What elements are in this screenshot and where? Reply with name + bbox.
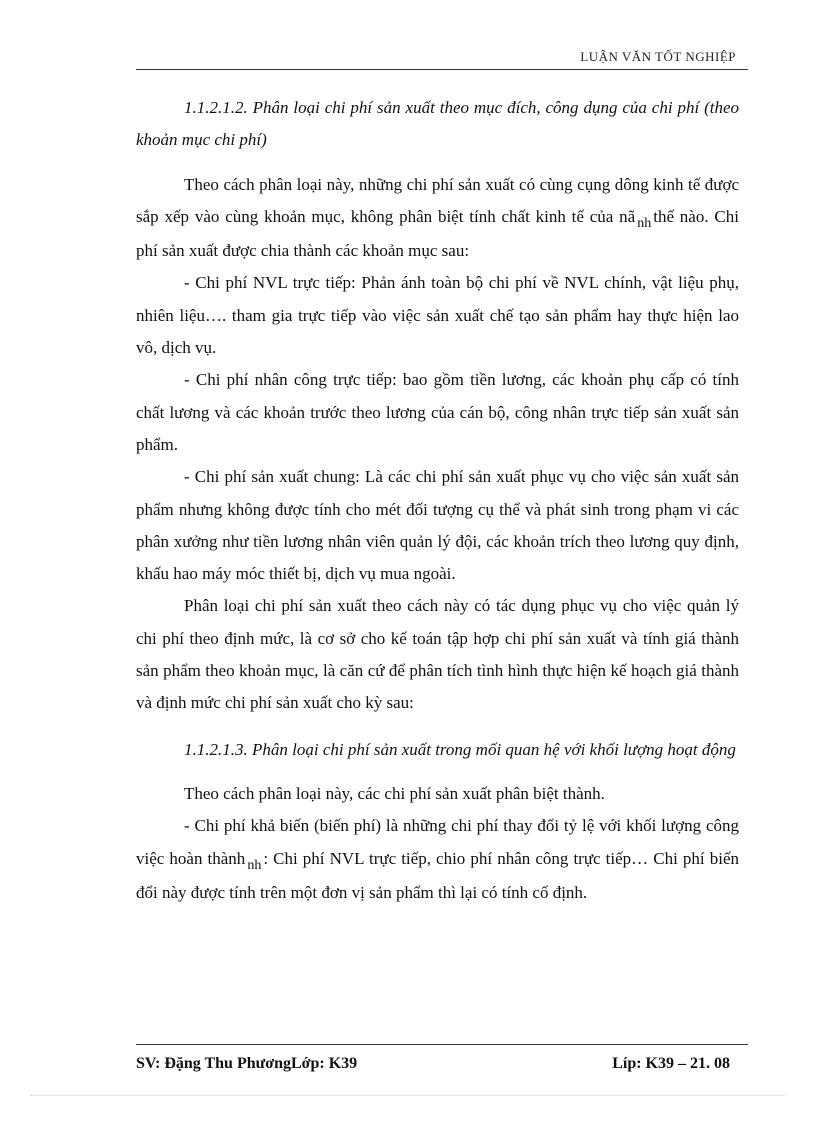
- paragraph-intro-2: Theo cách phân loại này, các chi phí sản xuất phân biệt thành.: [184, 783, 605, 803]
- running-header: LUẬN VĂN TỐT NGHIỆP: [580, 49, 736, 64]
- footer-rule: [136, 1044, 748, 1045]
- intro-text-a: Theo cách phân loại này, những chi phí sản xuất có cùng cụng dông kinh tế được sắp xếp vào cùng khoản mục, không phân biệt tính chất kinh tế của nã: [136, 174, 739, 226]
- paragraph-direct-labor: - Chi phí nhân công trực tiếp: bao gồm tiền lương, các khoản phụ cấp có tính chất lương và các khoản trước theo lương của cán bộ, công nhân trực tiếp sản xuất sản phẩm.: [136, 370, 739, 454]
- intro-text-b: thế nào. Chi phí sản xuất được chia thành các khoản mục sau:: [136, 206, 739, 261]
- paragraph-overhead: - Chi phí sản xuất chung: Là các chi phí sản xuất phục vụ cho việc sản xuất sản phẩm nhưng không được tính cho mét đối tượng cụ thể và phát sinh trong phạm vi các phân xưởng như tiền lương nhân viên quản lý đội, các khoản trích theo lương quy định, khấu hao máy móc thiết bị, dịch vụ mua ngoài.: [136, 467, 739, 584]
- variable-text-b: : Chi phí NVL trực tiếp, chio phí nhân công trực tiếp… Chi phí biến đổi này được tính trên một đơn vị sản phẩm thì lại có tính cố định.: [136, 848, 739, 902]
- variable-subscript: nh: [247, 857, 262, 873]
- paragraph-summary: Phân loại chi phí sản xuất theo cách này có tác dụng phục vụ cho việc quản lý chi phí theo định mức, là cơ sở cho kế toán tập hợp chi phí sản xuất và tính giá thành sản phẩm theo khoản mục, là căn cứ để phân tích tình hình thực hiện kế hoạch giá thành và định mức chi phí sản xuất cho kỳ sau:: [136, 596, 739, 713]
- paragraph-intro-1: [136, 169, 739, 268]
- paragraph-direct-materials: - Chi phí NVL trực tiếp: Phản ánh toàn bộ chi phí về NVL chính, vật liệu phụ, nhiên liệu…. tham gia trực tiếp vào việc sản xuất chế tạo sản phẩm hay thực hiện lao vô, dịch vụ.: [136, 273, 739, 358]
- footer-class: Líp: K39 – 21. 08: [612, 1055, 730, 1072]
- body-text: [136, 92, 739, 909]
- intro-subscript: nh: [637, 215, 652, 231]
- section-heading-1-1-2-1-2: 1.1.2.1.2. Phân loại chi phí sản xuất theo mục đích, công dụng của chi phí (theo khoản mục chi phí): [136, 98, 739, 150]
- footer-student: SV: Đặng Thu PhươngLớp: K39: [136, 1055, 358, 1072]
- page-bottom-dotted-line: [30, 1095, 786, 1096]
- section-heading-1-1-2-1-3: 1.1.2.1.3. Phân loại chi phí sản xuất trong mối quan hệ với khối lượng hoạt động: [184, 739, 736, 759]
- variable-text-a: - Chi phí khả biến (biến phí) là những chi phí thay đổi tỷ lệ với khối lượng công việc hoàn thành: [136, 816, 739, 868]
- paragraph-variable-cost: [136, 810, 739, 909]
- header-rule: [136, 69, 748, 70]
